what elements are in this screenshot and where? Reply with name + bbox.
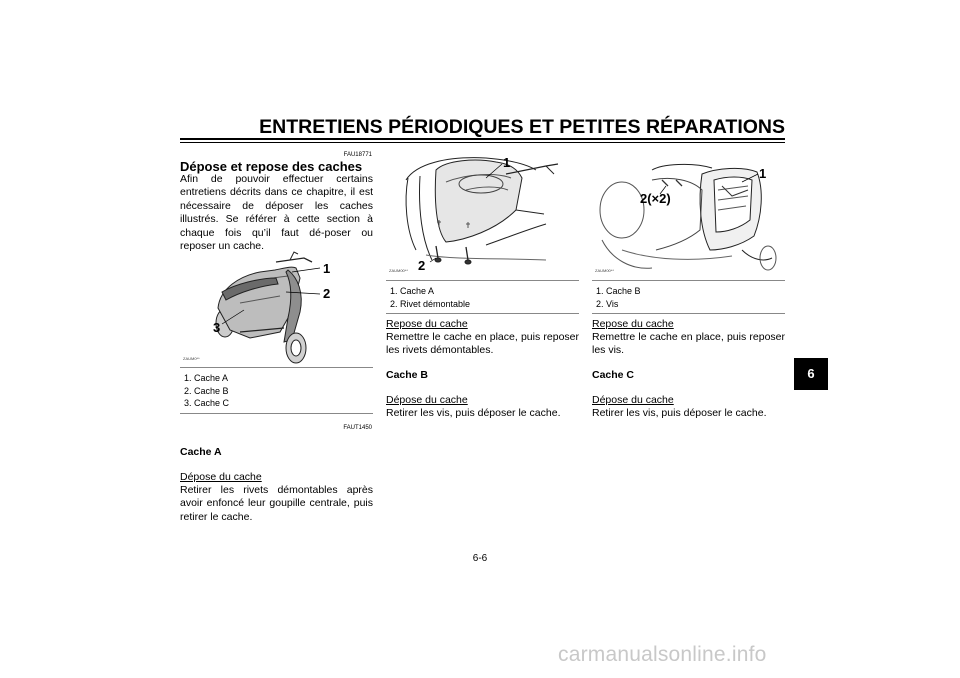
callout-3: 3 bbox=[213, 320, 221, 335]
caption-item: 1. Cache A bbox=[390, 286, 435, 296]
subsection-title: Cache A bbox=[180, 446, 222, 458]
cache-b-figure bbox=[592, 150, 785, 275]
figure-code: ZAUM00** bbox=[389, 268, 408, 273]
figure-captions bbox=[596, 285, 776, 310]
caption-rule bbox=[180, 367, 373, 368]
figure-code: ZAUM00** bbox=[595, 268, 614, 273]
removal-heading: Dépose du cache bbox=[386, 394, 468, 406]
figure-code: ZAUM0** bbox=[183, 356, 200, 361]
caption-rule bbox=[592, 313, 785, 314]
install-paragraph: Remettre le cache en place, puis reposer les vis. bbox=[592, 331, 785, 357]
install-paragraph: Remettre le cache en place, puis reposer les rivets démontables. bbox=[386, 331, 579, 357]
watermark: carmanualsonline.info bbox=[558, 643, 767, 666]
callout-2: 2 bbox=[418, 258, 426, 273]
callout-1: 1 bbox=[503, 155, 511, 170]
removal-heading: Dépose du cache bbox=[180, 471, 262, 483]
caption-rule bbox=[592, 280, 785, 281]
removal-paragraph: Retirer les vis, puis déposer le cache. bbox=[386, 407, 561, 419]
subsection-title: Cache C bbox=[592, 369, 635, 381]
install-heading: Repose du cache bbox=[592, 318, 674, 330]
scooter-overview-figure bbox=[180, 248, 373, 366]
header-rule bbox=[180, 138, 785, 140]
caption-rule bbox=[386, 313, 579, 314]
caption-item: 1. Cache A bbox=[184, 373, 229, 383]
removal-paragraph: Retirer les rivets démontables après avoir enfoncé leur goupille centrale, puis retirer le cache. bbox=[180, 484, 373, 523]
caption-item: 2. Rivet démontable bbox=[390, 298, 471, 309]
removal-paragraph: Retirer les vis, puis déposer le cache. bbox=[592, 407, 767, 419]
page-number: 6-6 bbox=[472, 553, 488, 564]
caption-item: 1. Cache B bbox=[596, 286, 641, 296]
intro-paragraph: Afin de pouvoir effectuer certains entretiens décrits dans ce chapitre, il est nécessaire de déposer les caches illustrés. Se référer à cette section à chaque fois qu’il faut dé-poser ou reposer un cache. bbox=[180, 173, 373, 253]
cache-a-figure bbox=[386, 150, 579, 275]
removal-heading: Dépose du cache bbox=[592, 394, 674, 406]
install-heading: Repose du cache bbox=[386, 318, 468, 330]
caption-item: 2. Vis bbox=[596, 298, 619, 309]
section-title: Dépose et repose des caches bbox=[180, 159, 363, 174]
chapter-tab: 6 bbox=[794, 358, 828, 390]
figure-captions bbox=[184, 372, 364, 410]
callout-1: 1 bbox=[323, 261, 331, 276]
callout-2: 2(×2) bbox=[640, 191, 671, 206]
header-rule-thin bbox=[180, 142, 785, 143]
page-header-title: ENTRETIENS PÉRIODIQUES ET PETITES RÉPARATIONS bbox=[259, 116, 785, 138]
callout-2: 2 bbox=[323, 286, 331, 301]
caption-item: 3. Cache C bbox=[184, 398, 230, 409]
callout-1: 1 bbox=[759, 166, 767, 181]
reference-code: FAU18771 bbox=[343, 152, 372, 158]
caption-rule bbox=[386, 280, 579, 281]
reference-code: FAUT1450 bbox=[343, 425, 372, 431]
caption-item: 2. Cache B bbox=[184, 385, 229, 396]
caption-rule bbox=[180, 413, 373, 414]
figure-captions bbox=[390, 285, 570, 310]
subsection-title: Cache B bbox=[386, 369, 429, 381]
